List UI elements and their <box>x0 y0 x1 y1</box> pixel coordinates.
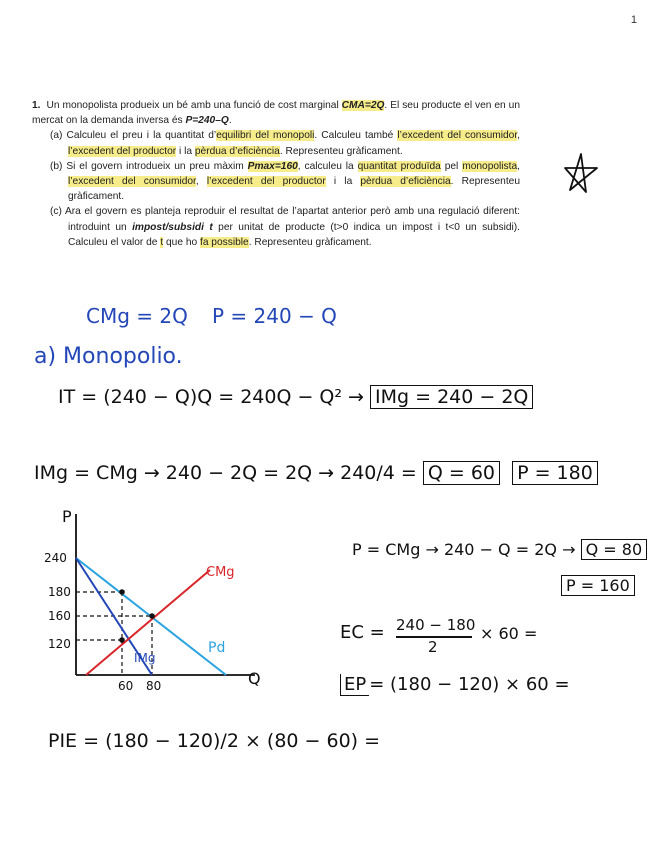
handwritten-heading: a) Monopolio. <box>34 344 183 369</box>
axis-label-p: P <box>62 507 72 526</box>
highlight-t: t <box>160 236 164 248</box>
part-b-text-5: , <box>195 176 207 188</box>
part-c <box>50 204 521 250</box>
y-tick-160: 160 <box>48 609 71 623</box>
max-price: Pmax=160 <box>247 160 298 172</box>
competitive-equation <box>352 540 647 559</box>
monopoly-graph <box>40 500 280 700</box>
y-tick-240: 240 <box>44 551 67 565</box>
part-b-label: (b) <box>50 160 63 172</box>
equilibrium-equation <box>34 462 598 484</box>
monopoly-point <box>119 589 125 595</box>
ep-text: = (180 − 120) × 60 = <box>369 674 570 695</box>
part-b-text-2: , calculeu la <box>297 160 358 172</box>
highlight-monopolist: monopolista <box>462 160 518 172</box>
highlight-efficiency-loss-b: pèrdua d’eficiència <box>360 176 451 188</box>
price-180-box: P = 180 <box>512 461 598 485</box>
demand-formula: P=240–Q <box>185 115 229 127</box>
total-revenue-text: IT = (240 − Q)Q = 240Q − Q² → <box>58 386 364 408</box>
competitive-point <box>149 613 155 619</box>
intro-text-3: . <box>228 115 232 127</box>
marginal-cost-formula: CMA=2Q <box>341 100 385 111</box>
part-b-text-3: pel <box>440 160 463 172</box>
x-tick-80: 80 <box>146 679 162 693</box>
quantity-60-box: Q = 60 <box>423 461 500 485</box>
tax-subsidy-term: impost/subsidi t <box>132 221 213 233</box>
problem-statement <box>32 98 520 250</box>
problem-number: 1. <box>32 100 41 111</box>
highlight-producer-surplus-b: l’excedent del productor <box>206 176 326 188</box>
marginal-revenue-box: IMg = 240 − 2Q <box>370 385 533 409</box>
part-b-text-4: , <box>517 160 520 172</box>
part-a-text: Calculeu el preu i la quantitat d’ <box>66 130 217 142</box>
page-number: 1 <box>630 14 637 26</box>
part-c-label: (c) <box>50 206 62 218</box>
ec-denominator: 2 <box>428 638 438 656</box>
part-b-text: Si el govern introdueix un preu màxim <box>66 160 248 172</box>
highlight-equilibrium: equilibri del monopoli <box>216 130 315 142</box>
y-tick-180: 180 <box>48 585 71 599</box>
part-a-text-2: . Calculeu també <box>314 130 398 142</box>
part-a-text-5: . Representeu gràficament. <box>279 145 403 157</box>
highlight-quantity: quantitat produïda <box>357 160 441 172</box>
part-a-text-4: i la <box>176 145 195 157</box>
part-c-text-4: . Representeu gràficament. <box>248 236 372 248</box>
quantity-80-box: Q = 80 <box>581 539 648 560</box>
part-a <box>50 128 520 158</box>
intro-text: Un monopolista produeix un bé amb una funció de cost marginal <box>46 100 342 111</box>
part-c-text-2: per unitat de producte (t>0 indica un impost i t<0 un subsidi). Calculeu el valor de <box>68 221 521 248</box>
highlight-consumer-surplus-b: l’excedent del consumidor <box>68 176 196 188</box>
label-img: IMg <box>134 651 156 665</box>
intro-text-2: . El seu producte el ven en un mercat on la demanda inversa és <box>32 100 521 127</box>
label-demand: Pd <box>208 640 226 656</box>
part-a-text-3: , <box>517 130 520 142</box>
handwritten-demand: P = 240 − Q <box>212 304 337 328</box>
part-c-text: Ara el govern es planteja reproduir el resultat de l’apartat anterior però amb una regulació diferent: introduint un <box>64 206 520 233</box>
handwritten-cmg: CMg = 2Q <box>86 304 188 328</box>
ec-label: EC = <box>340 622 385 643</box>
part-c-text-3: que ho <box>163 236 200 248</box>
part-a-label: (a) <box>50 130 63 142</box>
x-tick-60: 60 <box>118 679 134 693</box>
part-b <box>50 159 520 205</box>
label-cmg: CMg <box>206 565 235 580</box>
price-160-wrapper <box>561 576 635 595</box>
highlight-consumer-surplus: l’excedent del consumidor <box>397 130 518 142</box>
total-revenue-equation <box>58 386 533 408</box>
img-cmg-point <box>119 637 125 643</box>
star-doodle-icon <box>562 152 600 194</box>
competitive-text: P = CMg → 240 − Q = 2Q → <box>352 540 576 559</box>
part-b-text-6: i la <box>325 176 361 188</box>
highlight-possible: fa possible <box>199 236 249 248</box>
axis-label-q: Q <box>248 669 261 688</box>
price-160-box: P = 160 <box>561 575 635 596</box>
problem-intro <box>32 98 520 128</box>
ec-numerator: 240 − 180 <box>396 616 476 634</box>
ep-label: EP <box>340 674 369 696</box>
highlight-producer-surplus: l’excedent del productor <box>68 145 177 157</box>
ep-equation <box>340 674 570 695</box>
part-b-text-7: . Representeu gràficament. <box>68 176 520 203</box>
pie-equation: PIE = (180 − 120)/2 × (80 − 60) = <box>48 730 381 752</box>
y-tick-120: 120 <box>48 637 71 651</box>
equilibrium-text: IMg = CMg → 240 − 2Q = 2Q → 240/4 = <box>34 462 417 484</box>
ec-tail: × 60 = <box>480 624 538 643</box>
highlight-efficiency-loss: pèrdua d’eficiència <box>194 145 280 157</box>
